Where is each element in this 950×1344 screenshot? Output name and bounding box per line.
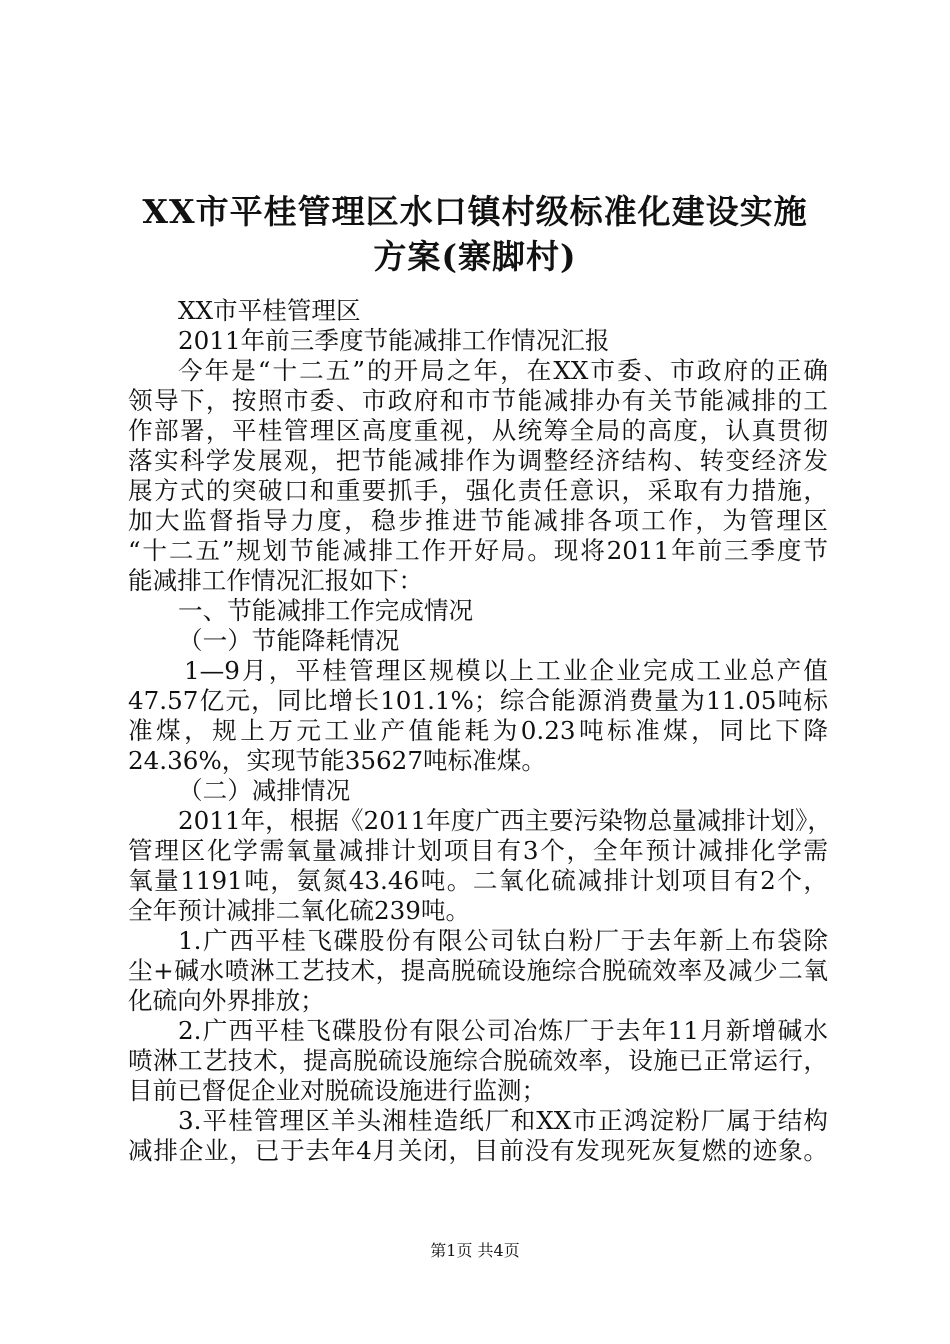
document-title-line-1: XX市平桂管理区水口镇村级标准化建设实施 (142, 192, 808, 231)
document-title-line-2: 方案(寨脚村) (373, 237, 577, 276)
report-title-line: 2011年前三季度节能减排工作情况汇报 (178, 326, 610, 355)
list-item-line: 喷淋工艺技术，提高脱硫设施综合脱硫效率，设施已正常运行， (128, 1046, 828, 1075)
list-item-line: 目前已督促企业对脱硫设施进行监测； (128, 1076, 547, 1105)
paragraph-line: 落实科学发展观，把节能减排作为调整经济结构、转变经济发 (128, 446, 828, 475)
subsection-heading-1: （一）节能降耗情况 (178, 626, 400, 655)
list-item-line: 3.平桂管理区羊头湘桂造纸厂和XX市正鸿淀粉厂属于结构 (178, 1106, 828, 1135)
list-item-line: 尘+碱水喷淋工艺技术，提高脱硫设施综合脱硫效率及减少二氧 (128, 956, 828, 985)
paragraph-line: 加大监督指导力度，稳步推进节能减排各项工作，为管理区 (128, 506, 828, 535)
paragraph-line: 领导下，按照市委、市政府和市节能减排办有关节能减排的工 (128, 386, 828, 415)
paragraph-line: 47.57亿元，同比增长101.1%；综合能源消费量为11.05吨标 (128, 686, 828, 715)
paragraph-line: 作部署，平桂管理区高度重视，从统筹全局的高度，认真贯彻 (128, 416, 828, 445)
paragraph-line: 展方式的突破口和重要抓手，强化责任意识，采取有力措施， (128, 476, 828, 505)
page-footer: 第1页 共4页 (430, 1241, 520, 1260)
paragraph-line: 管理区化学需氧量减排计划项目有3个，全年预计减排化学需 (128, 836, 828, 865)
paragraph-line: 今年是“十二五”的开局之年，在XX市委、市政府的正确 (178, 356, 828, 385)
paragraph-line: 准煤，规上万元工业产值能耗为0.23吨标准煤，同比下降 (128, 716, 828, 745)
paragraph-line: 1—9月，平桂管理区规模以上工业企业完成工业总产值 (184, 656, 828, 685)
subsection-heading-2: （二）减排情况 (178, 776, 351, 805)
section-heading-1: 一、节能减排工作完成情况 (178, 596, 474, 625)
list-item-line: 1.广西平桂飞碟股份有限公司钛白粉厂于去年新上布袋除 (178, 926, 828, 955)
paragraph-line: 24.36%，实现节能35627吨标准煤。 (128, 746, 546, 775)
paragraph-line: “十二五”规划节能减排工作开好局。现将2011年前三季度节 (128, 536, 828, 565)
list-item-line: 2.广西平桂飞碟股份有限公司冶炼厂于去年11月新增碱水 (178, 1016, 828, 1045)
paragraph-line: 2011年，根据《2011年度广西主要污染物总量减排计划》， (178, 806, 832, 835)
org-name-line: XX市平桂管理区 (178, 296, 361, 325)
list-item-line: 减排企业，已于去年4月关闭，目前没有发现死灰复燃的迹象。 (128, 1136, 828, 1165)
paragraph-line: 能减排工作情况汇报如下： (128, 566, 424, 595)
paragraph-line: 氧量1191吨，氨氮43.46吨。二氧化硫减排计划项目有2个， (128, 866, 828, 895)
list-item-line: 化硫向外界排放； (128, 986, 325, 1015)
paragraph-line: 全年预计减排二氧化硫239吨。 (128, 896, 471, 925)
